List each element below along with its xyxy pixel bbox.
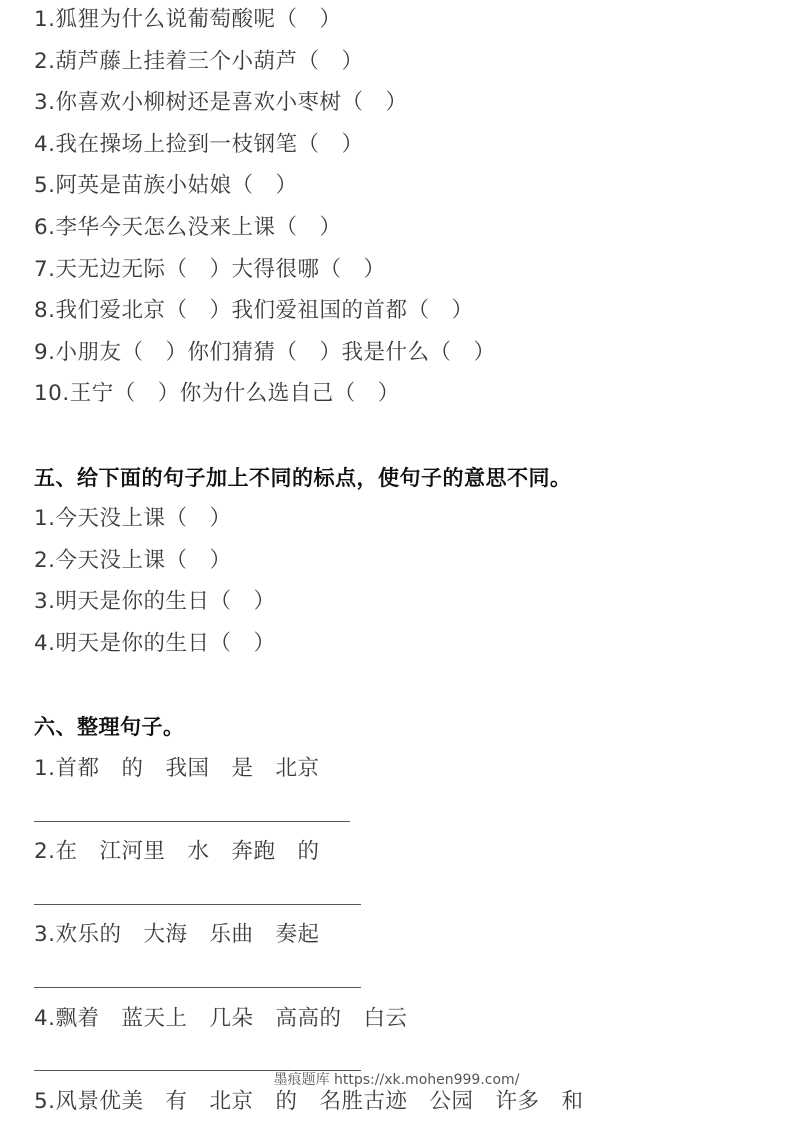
section6-item-1: 1.首都 的 我国 是 北京 [34, 756, 320, 781]
section5-item-1: 1.今天没上课（ ） [34, 506, 232, 531]
answer-line-3 [34, 987, 361, 988]
section4-item-10: 10.王宁（ ）你为什么选自己（ ） [34, 381, 400, 406]
section4-item-5: 5.阿英是苗族小姑娘（ ） [34, 173, 298, 198]
section5-item-3: 3.明天是你的生日（ ） [34, 589, 276, 614]
watermark: 墨痕题库 https://xk.mohen999.com/ [273, 1072, 520, 1088]
answer-line-1 [34, 821, 350, 822]
section4-item-3: 3.你喜欢小柳树还是喜欢小枣树（ ） [34, 90, 408, 115]
section4-item-8: 8.我们爱北京（ ）我们爱祖国的首都（ ） [34, 298, 474, 323]
section6-item-5: 5.风景优美 有 北京 的 名胜古迹 公园 许多 和 [34, 1089, 584, 1114]
section4-item-1: 1.狐狸为什么说葡萄酸呢（ ） [34, 7, 342, 32]
section5-item-2: 2.今天没上课（ ） [34, 548, 232, 573]
section5-heading: 五、给下面的句子加上不同的标点，使句子的意思不同。 [34, 466, 572, 490]
section6-item-3: 3.欢乐的 大海 乐曲 奏起 [34, 922, 320, 947]
section5-item-4: 4.明天是你的生日（ ） [34, 631, 276, 656]
section4-item-6: 6.李华今天怎么没来上课（ ） [34, 215, 342, 240]
section6-item-2: 2.在 江河里 水 奔跑 的 [34, 839, 320, 864]
section4-item-2: 2.葫芦藤上挂着三个小葫芦（ ） [34, 49, 364, 74]
section4-item-7: 7.天无边无际（ ）大得很哪（ ） [34, 257, 386, 282]
answer-line-2 [34, 904, 361, 905]
section4-item-9: 9.小朋友（ ）你们猜猜（ ）我是什么（ ） [34, 340, 496, 365]
section6-item-4: 4.飘着 蓝天上 几朵 高高的 白云 [34, 1006, 408, 1031]
section4-item-4: 4.我在操场上捡到一枝钢笔（ ） [34, 132, 364, 157]
section6-heading: 六、整理句子。 [34, 715, 185, 739]
